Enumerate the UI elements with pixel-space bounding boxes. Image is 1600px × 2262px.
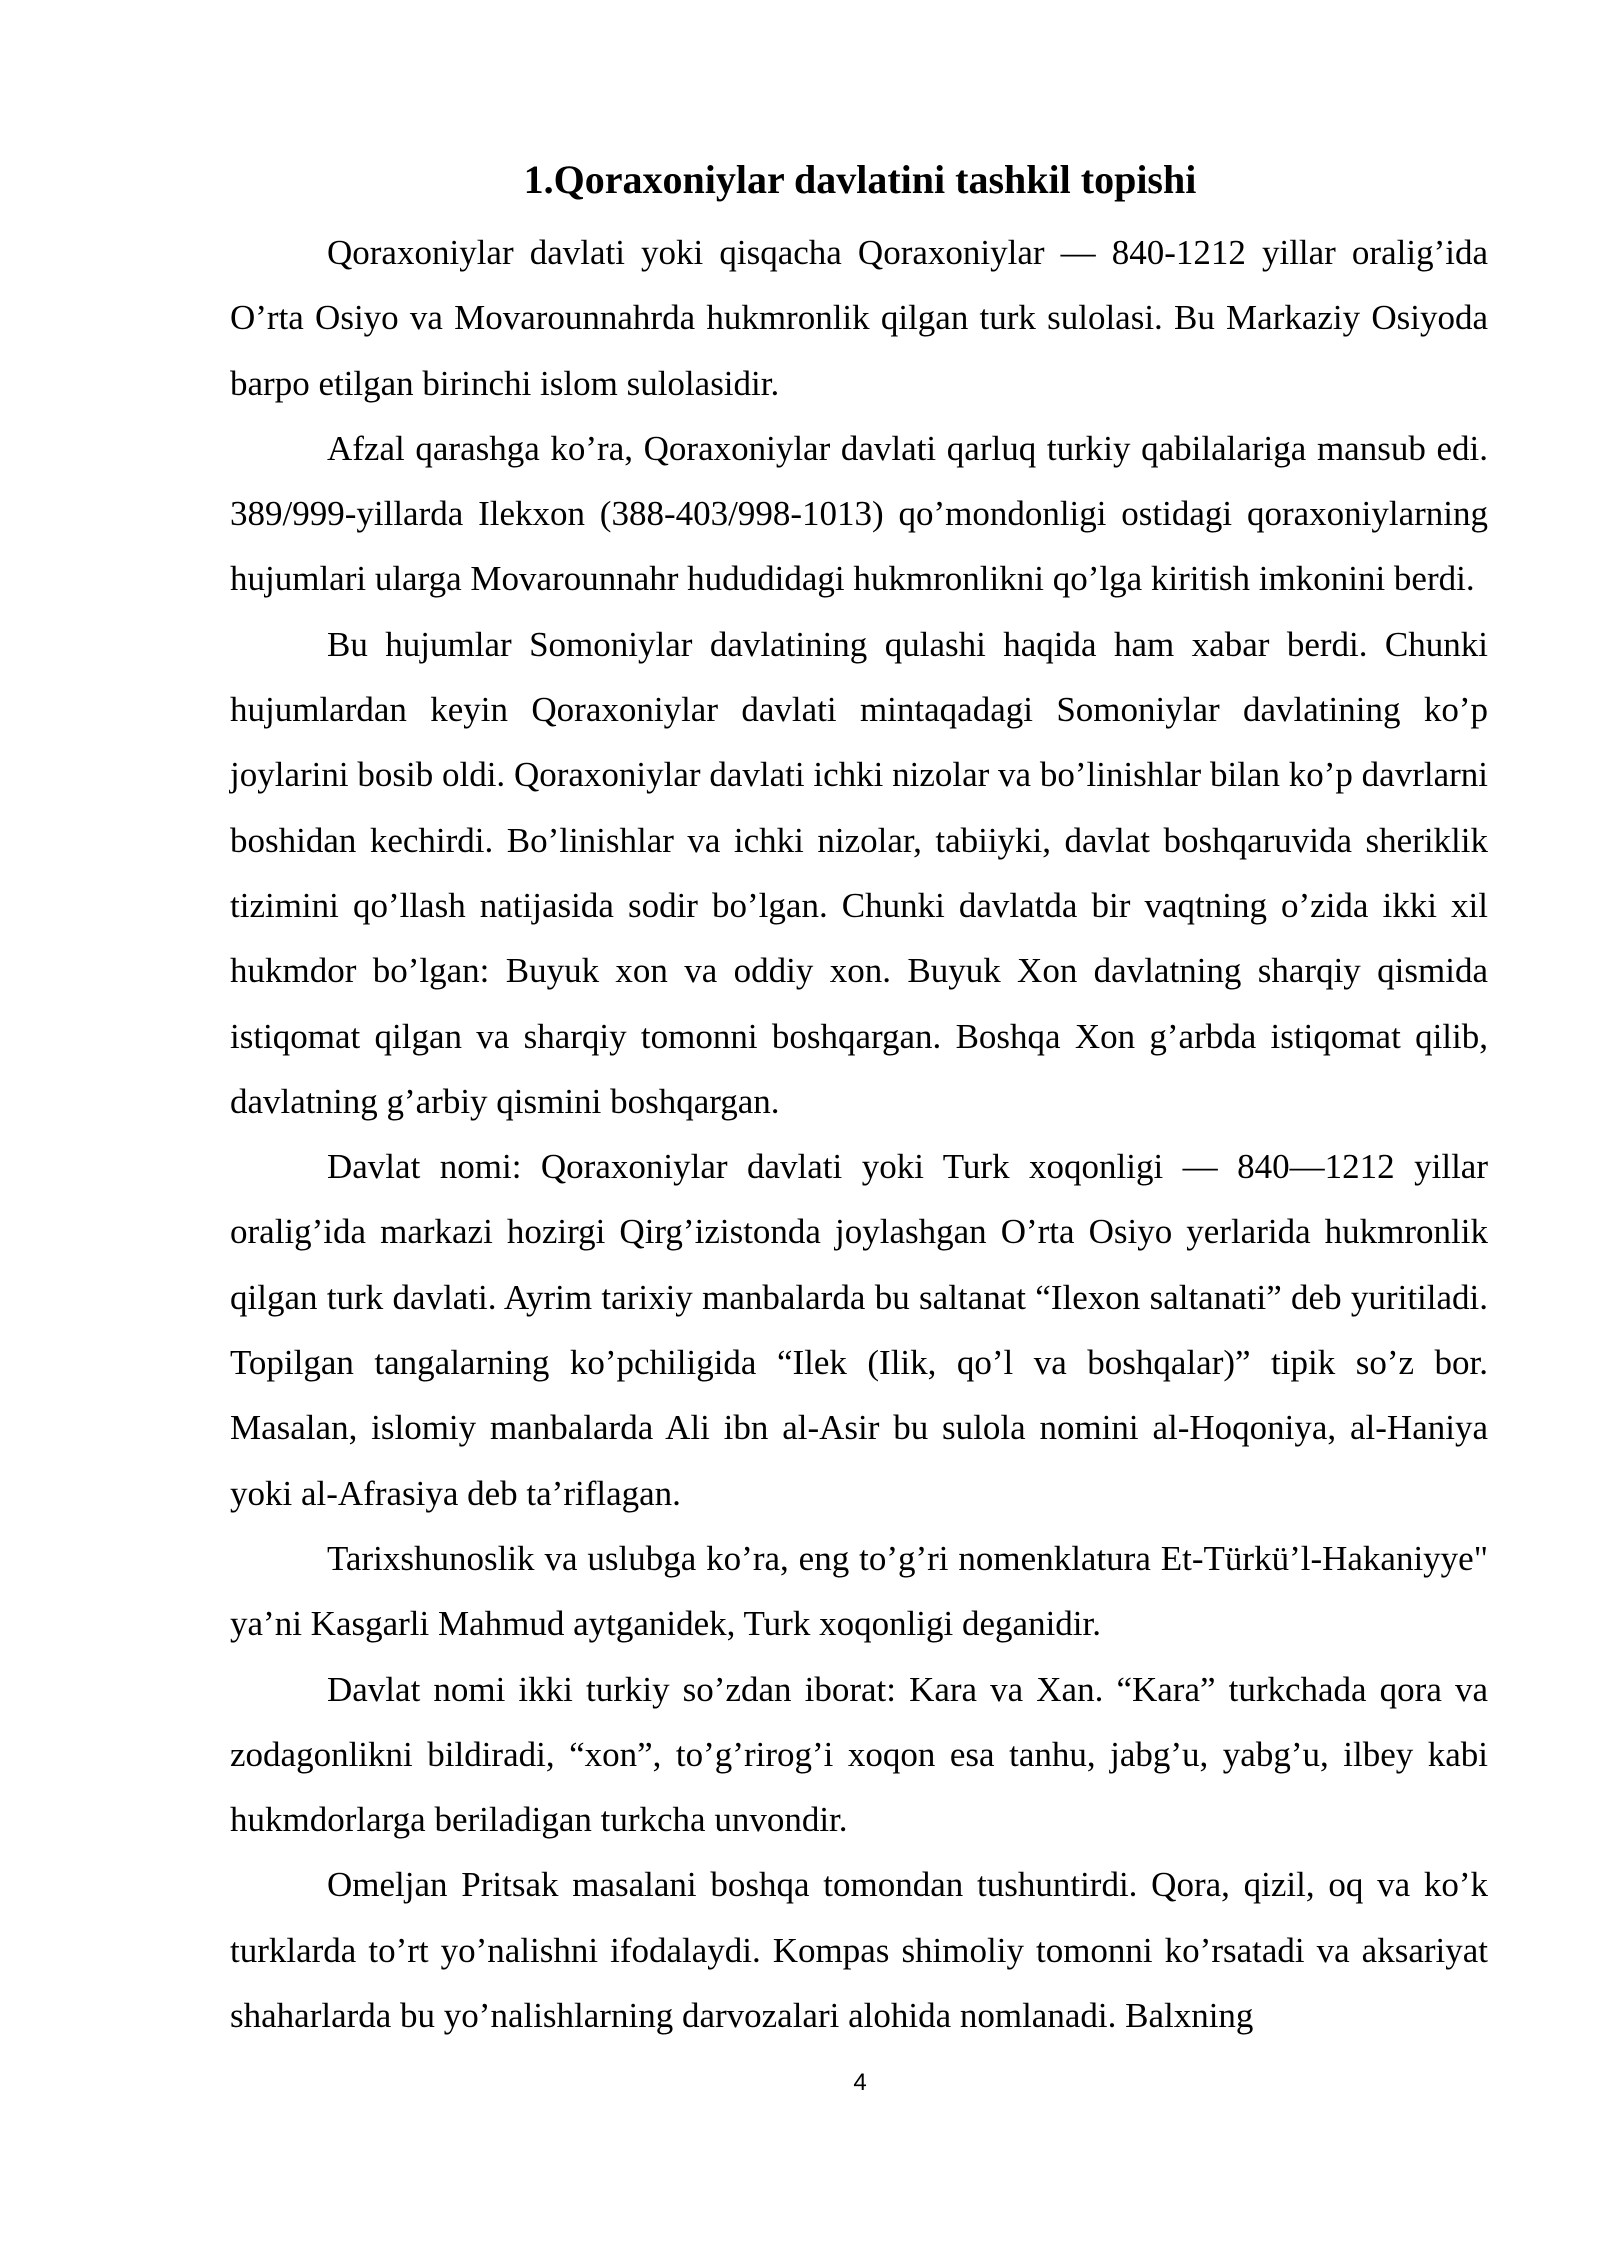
- paragraph: Omeljan Pritsak masalani boshqa tomondan tushuntirdi. Qora, qizil, oq va ko’k turklarda to’rt yo’nalishni ifodalaydi. Kompas shimoliy tomonni ko’rsatadi va aksariyat shaharlarda bu yo’nalishlarning darvozalari alohida nomlanadi. Balxning: [230, 1865, 1488, 2036]
- paragraph: Qoraxoniylar davlati yoki qisqacha Qoraxoniylar — 840-1212 yillar oralig’ida O’rta Osiyo va Movarounnahrda hukmronlik qilgan turk sulolasi. Bu Markaziy Osiyoda barpo etilgan birinchi islom sulolasidir.: [230, 233, 1488, 403]
- page-number: 4: [853, 2069, 867, 2096]
- paragraph: Bu hujumlar Somoniylar davlatining qulashi haqida ham xabar berdi. Chunki hujumlardan keyin Qoraxoniylar davlati mintaqadagi Somoniylar davlatining ko’p joylarini bosib oldi. Qoraxoniylar davlati ichki nizolar va bo’linishlar bilan ko’p davrlarni boshidan kechirdi. Bo’linishlar va ichki nizolar, tabiiyki, davlat boshqaruvida sheriklik tizimini qo’llash natijasida sodir bo’lgan. Chunki davlatda bir vaqtning o’zida ikki xil hukmdor bo’lgan: Buyuk xon va oddiy xon. Buyuk Xon davlatning sharqiy qismida istiqomat qilgan va sharqiy tomonni boshqargan. Boshqa Xon g’arbda istiqomat qilib, davlatning g’arbiy qismini boshqargan.: [230, 624, 1488, 1121]
- page-title: 1.Qoraxoniylar davlatini tashkil topishi: [523, 157, 1197, 202]
- paragraph: Davlat nomi ikki turkiy so’zdan iborat: Kara va Xan. “Kara” turkchada qora va zodagonlikni bildiradi, “xon”, to’g’rirog’i xoqon esa tanhu, jabg’u, yabg’u, ilbey kabi hukmdorlarga beriladigan turkcha unvondir.: [230, 1669, 1488, 1840]
- document-body: [230, 220, 1488, 2048]
- paragraph: Davlat nomi: Qoraxoniylar davlati yoki Turk xoqonligi — 840—1212 yillar oralig’ida markazi hozirgi Qirg’izistonda joylashgan O’rta Osiyo yerlarida hukmronlik qilgan turk davlati. Ayrim tarixiy manbalarda bu saltanat “Ilexon saltanati” deb yuritiladi. Topilgan tangalarning ko’pchiligida “Ilek (Ilik, qo’l va boshqalar)” tipik so’z bor. Masalan, islomiy manbalarda Ali ibn al-Asir bu sulola nomini al-Hoqoniya, al-Haniya yoki al-Afrasiya deb ta’riflagan.: [230, 1147, 1488, 1513]
- paragraph: Afzal qarashga ko’ra, Qoraxoniylar davlati qarluq turkiy qabilalariga mansub edi. 389/999-yillarda Ilekxon (388-403/998-1013) qo’mondonligi ostidagi qoraxoniylarning hujumlari ularga Movarounnahr hududidagi hukmronlikni qo’lga kiritish imkonini berdi.: [230, 428, 1488, 599]
- paragraph: Tarixshunoslik va uslubga ko’ra, eng to’g’ri nomenklatura Et-Türkü’l-Hakaniyye" ya’ni Kasgarli Mahmud aytganidek, Turk xoqonligi deganidir.: [230, 1538, 1488, 1644]
